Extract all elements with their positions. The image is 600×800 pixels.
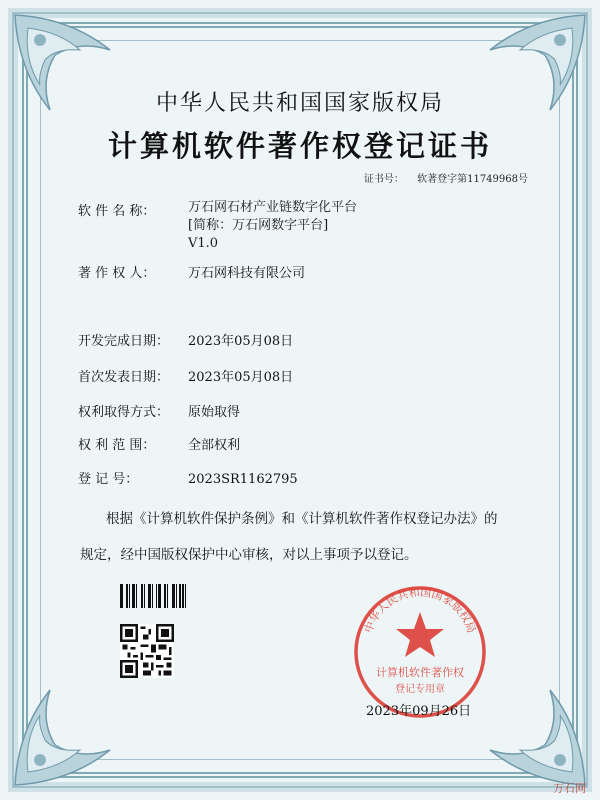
statement-line-1: 根据《计算机软件保护条例》和《计算机软件著作权登记办法》的 xyxy=(106,511,498,527)
issuer-title: 中华人民共和国国家版权局 xyxy=(155,91,444,116)
issue-date: 2023年09月26日 xyxy=(366,704,472,719)
software-name-row xyxy=(78,200,188,219)
completion-date-label: 开发完成日期： xyxy=(78,334,170,349)
statement-line-2: 规定，经中国版权保护中心审核，对以上事项予以登记。 xyxy=(80,547,418,563)
software-version: V1.0 xyxy=(188,236,219,251)
acquisition-label: 权利取得方式： xyxy=(78,405,170,420)
software-name: 万石网石材产业链数字化平台 xyxy=(188,200,358,215)
publication-date-row xyxy=(78,366,293,385)
scope-row xyxy=(78,434,240,453)
software-name-label: 软 件 名 称： xyxy=(78,204,156,219)
scope-value: 全部权利 xyxy=(188,438,241,453)
acquisition-row xyxy=(78,401,240,420)
certificate-number xyxy=(364,170,528,185)
seal-center-text-1: 计算机软件著作权 xyxy=(376,666,464,679)
owner-value: 万石网科技有限公司 xyxy=(188,266,306,281)
software-name-block xyxy=(188,199,357,253)
corner-ornament xyxy=(480,680,590,790)
watermark-logo: 万石网 xyxy=(553,782,586,795)
completion-date-row xyxy=(78,330,293,349)
owner-row xyxy=(78,262,305,281)
certificate-number-value: 软著登字第11749968号 xyxy=(417,174,528,185)
certificate-title: 计算机软件著作权登记证书 xyxy=(107,129,492,163)
registration-value: 2023SR1162795 xyxy=(188,472,298,487)
certificate-number-label: 证书号： xyxy=(363,174,404,185)
seal-center-text-2: 登记专用章 xyxy=(395,684,445,695)
seal-ring-text: 中华人民共和国国家版权局 xyxy=(361,585,479,635)
owner-label: 著 作 权 人： xyxy=(78,266,156,281)
barcode xyxy=(120,584,186,608)
star-icon xyxy=(396,612,444,657)
registration-row xyxy=(78,468,298,487)
qr-code xyxy=(120,624,174,678)
publication-date-label: 首次发表日期： xyxy=(78,370,170,385)
registration-label: 登 记 号： xyxy=(78,472,139,487)
corner-ornament xyxy=(10,680,120,790)
software-short-name: [简称：万石网数字平台] xyxy=(188,218,329,233)
scope-label: 权 利 范 围： xyxy=(78,438,156,453)
acquisition-value: 原始取得 xyxy=(188,405,241,420)
publication-date-value: 2023年05月08日 xyxy=(188,370,294,385)
completion-date-value: 2023年05月08日 xyxy=(188,334,294,349)
